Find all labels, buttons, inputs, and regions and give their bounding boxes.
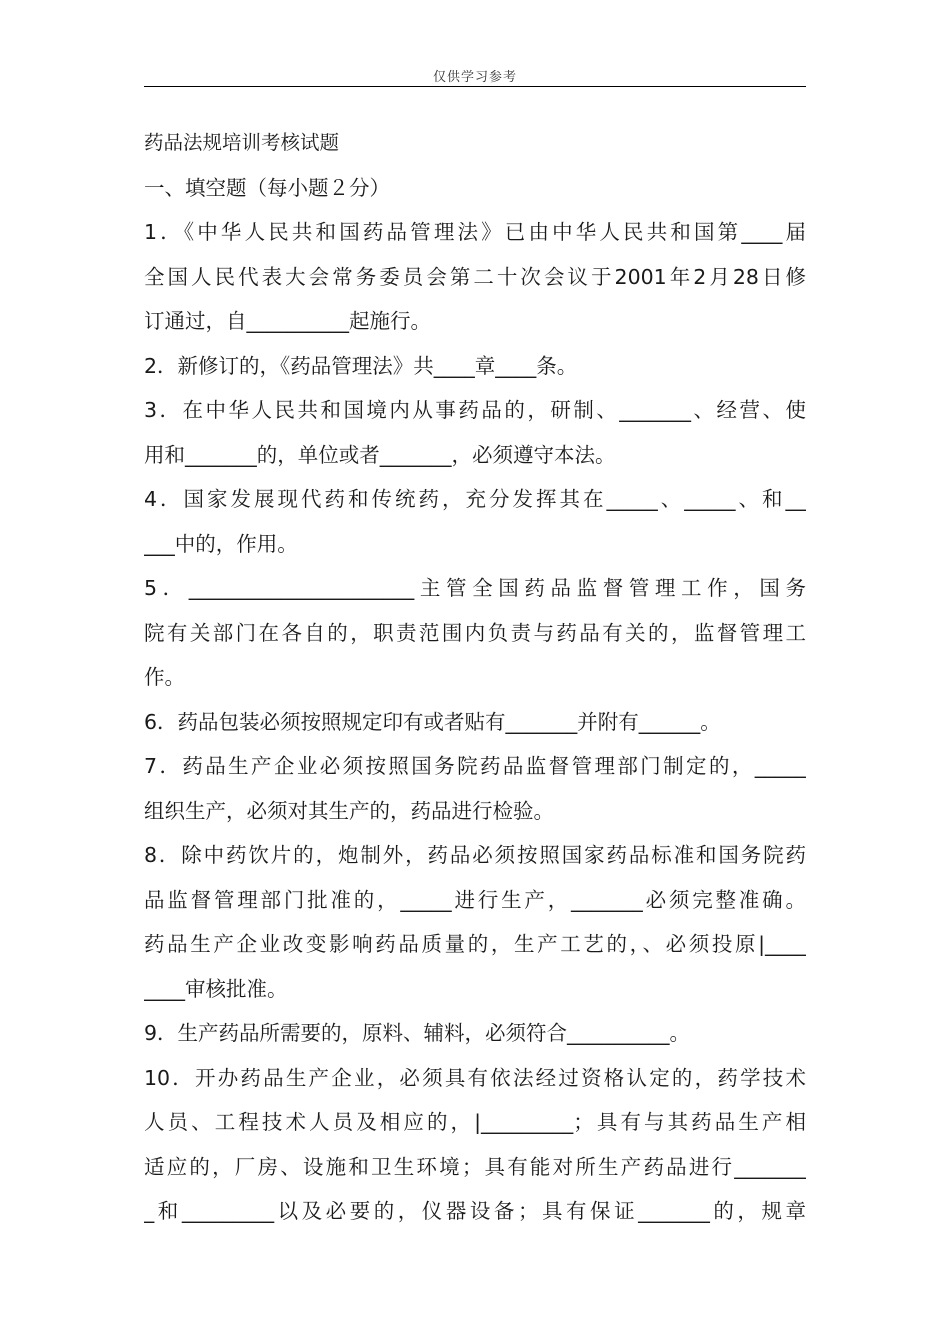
question-line: 8．除中药饮片的，炮制外，药品必须按照国家药品标准和国务院药	[144, 843, 806, 867]
question-line: 5．______________________主管全国药品监督管理工作，国务	[144, 576, 806, 600]
page-header: 仅供学习参考	[432, 70, 517, 85]
question-line: 全国人民代表大会常务委员会第二十次会议于2001年2月28日修	[144, 264, 806, 289]
document-title: 药品法规培训考核试题	[144, 131, 340, 154]
question-line: _和_________以及必要的，仪器设备；具有保证_______的，规章	[144, 1199, 806, 1223]
section-heading: 一、填空题（每小题２分）	[144, 175, 390, 200]
question-line: 人员、工程技术人员及相应的，|_________；具有与其药品生产相	[144, 1110, 806, 1134]
question-line: 3．在中华人民共和国境内从事药品的，研制、_______、经营、使	[144, 398, 806, 422]
document-body	[144, 121, 806, 1234]
question-line: 品监督管理部门批准的，_____进行生产，_______必须完整准确。	[144, 887, 806, 912]
question-line: 4．国家发展现代药和传统药，充分发挥其在_____、_____、和__	[144, 487, 806, 511]
question-line: 订通过，自__________起施行。	[144, 309, 431, 333]
question-line: 院有关部门在各自的，职责范围内负责与药品有关的，监督管理工	[144, 620, 806, 645]
question-line: 6．药品包装必须按照规定印有或者贴有_______并附有______。	[144, 709, 721, 734]
question-line: 1．《中华人民共和国药品管理法》已由中华人民共和国第____届	[144, 220, 806, 244]
question-line: ___中的，作用。	[144, 531, 298, 556]
question-line: 10．开办药品生产企业，必须具有依法经过资格认定的，药学技术	[144, 1065, 806, 1090]
question-line: 用和_______的，单位或者_______，必须遵守本法。	[144, 442, 616, 467]
question-line: 作。	[144, 665, 185, 689]
question-line: ____审核批准。	[144, 976, 288, 1001]
question-line: 9．生产药品所需要的，原料、辅料，必须符合__________。	[144, 1021, 691, 1045]
question-line: 2．新修订的，《药品管理法》共____章____条。	[144, 353, 578, 378]
question-line: 7．药品生产企业必须按照国务院药品监督管理部门制定的，_____	[144, 754, 806, 778]
header-divider	[144, 86, 806, 87]
question-line: 组织生产，必须对其生产的，药品进行检验。	[144, 798, 554, 823]
question-line: 药品生产企业改变影响药品质量的，生产工艺的，、必须投原|____	[144, 932, 806, 956]
question-line: 适应的，厂房、设施和卫生环境；具有能对所生产药品进行_______	[144, 1154, 806, 1179]
